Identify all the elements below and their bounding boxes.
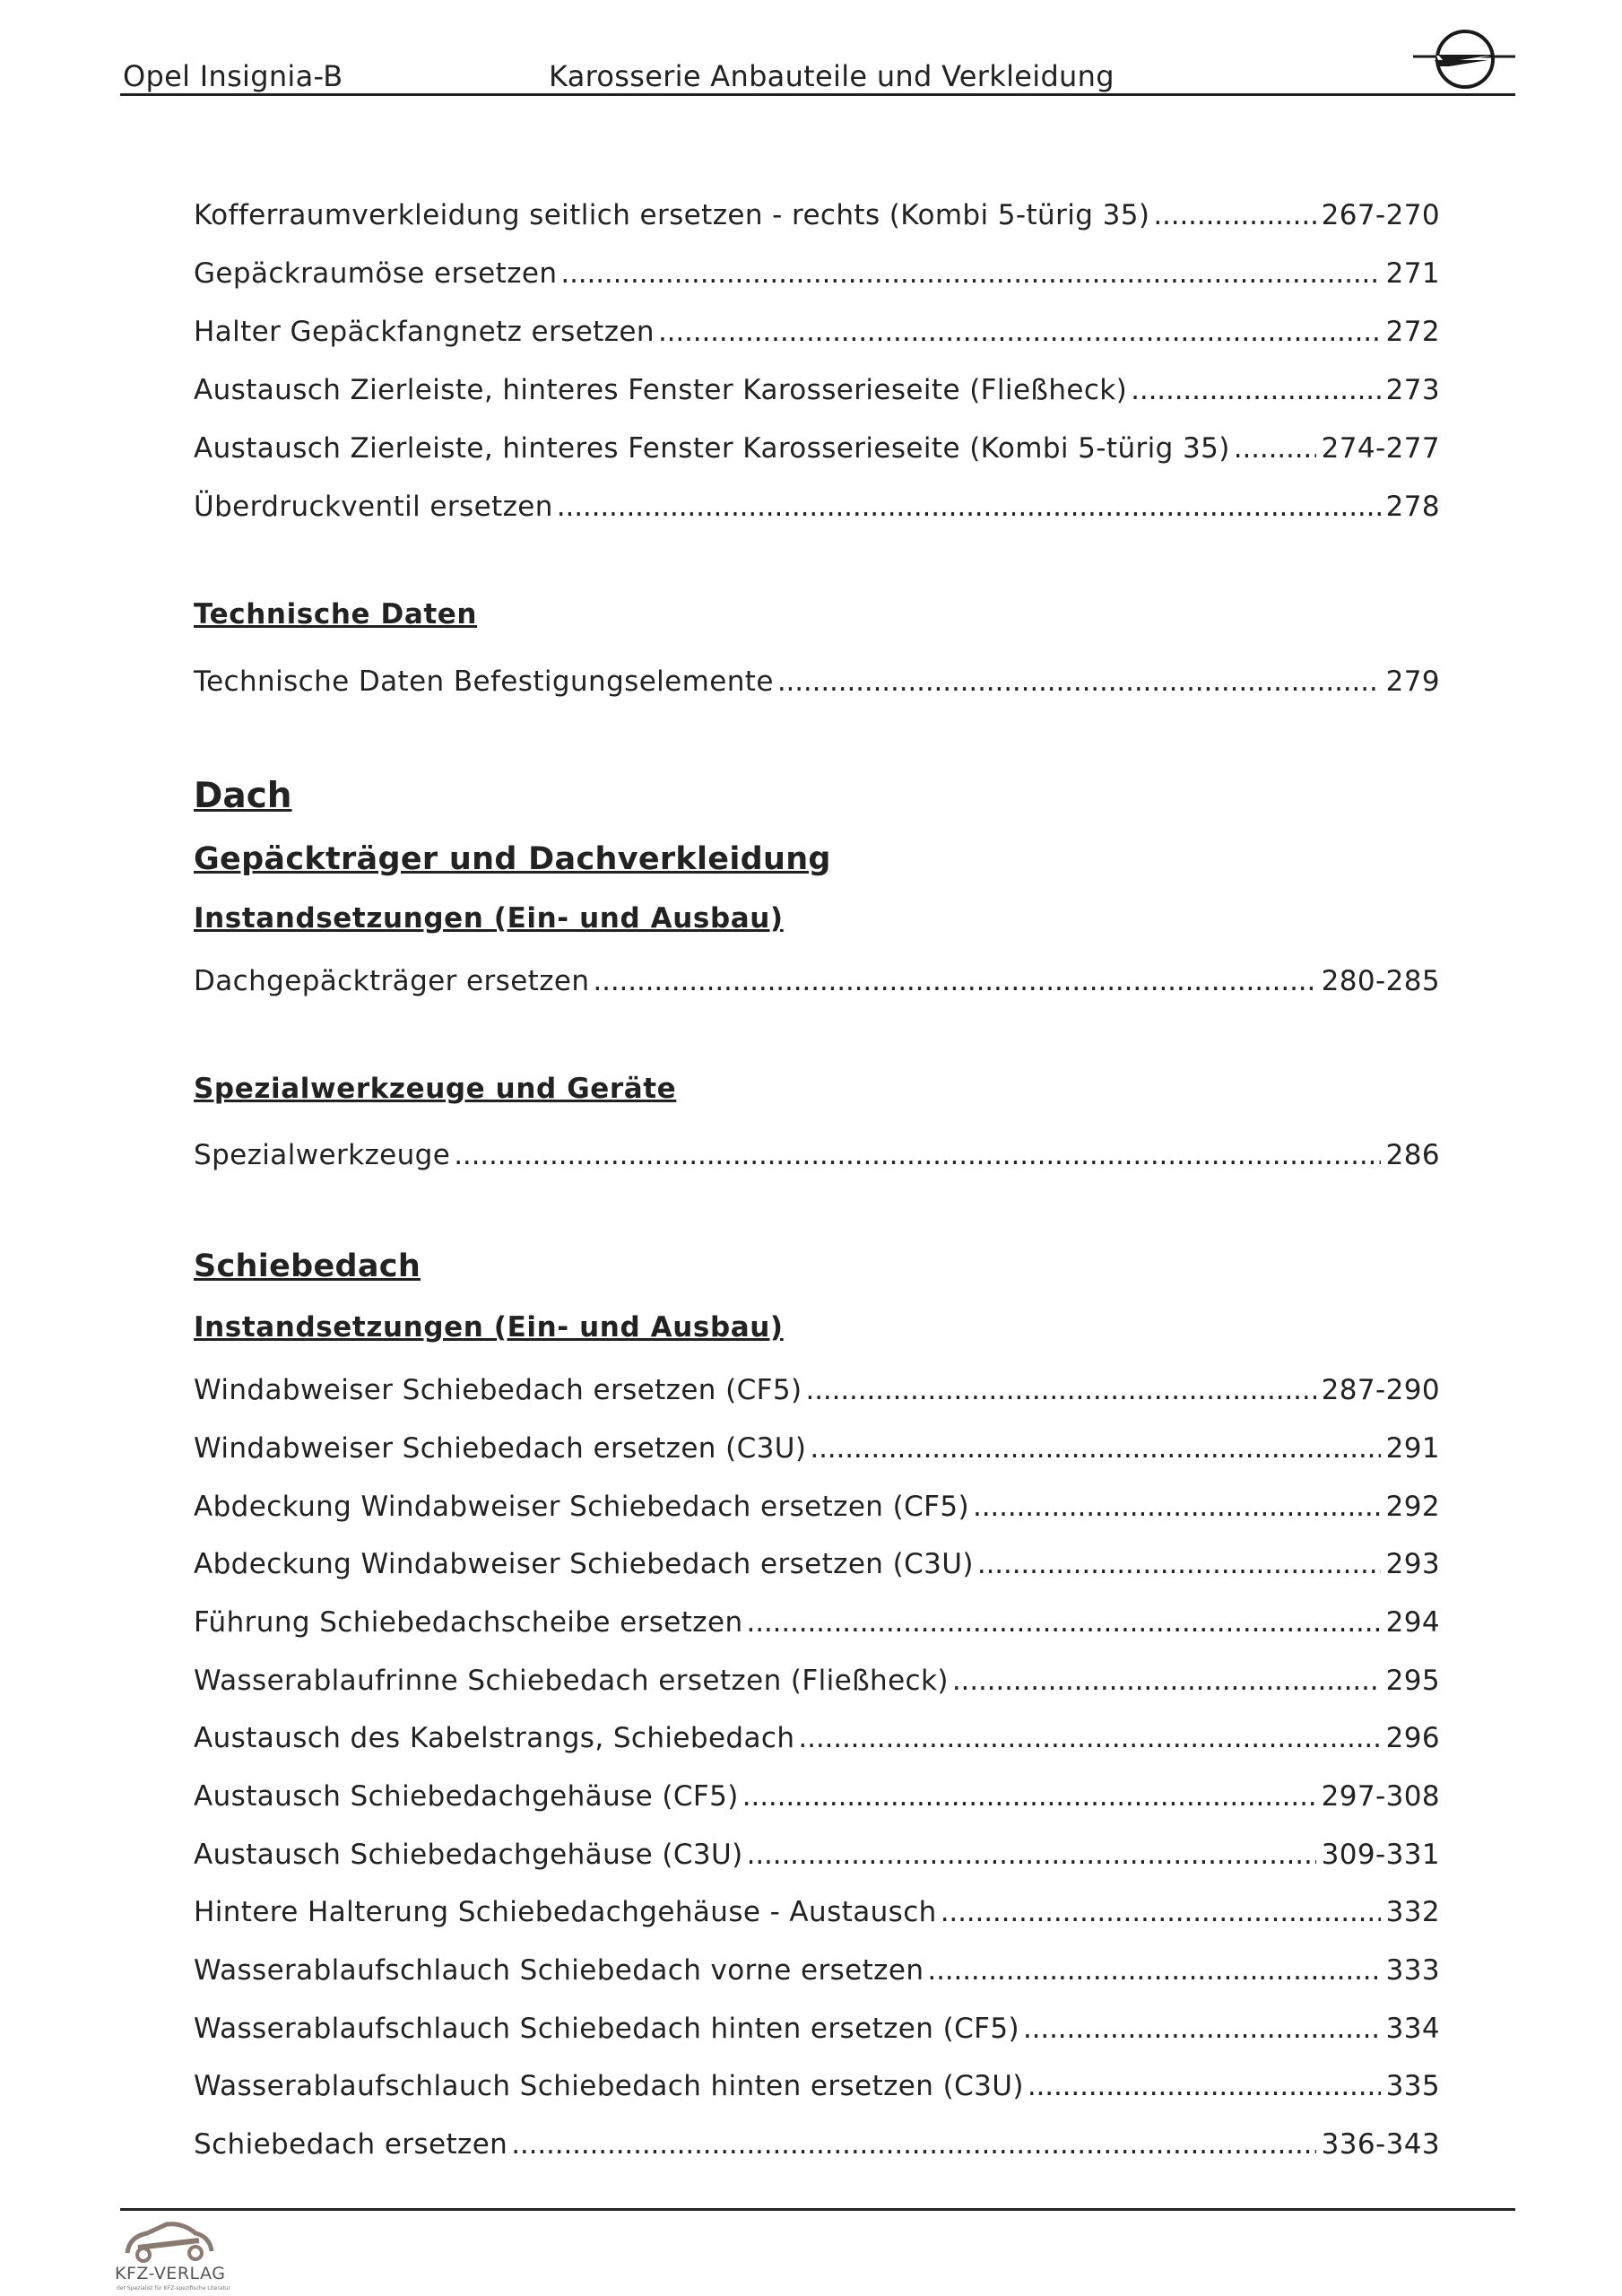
toc-entry-page: 279 [1385,665,1440,698]
toc-entry[interactable] [194,1429,1440,1468]
toc-entry-page: 278 [1385,491,1440,523]
toc-entry-page: 292 [1385,1491,1440,1523]
dot-leader [454,1135,1380,1175]
dot-leader [777,662,1381,701]
toc-entry-page: 297-308 [1321,1780,1440,1813]
dot-leader [810,1429,1380,1468]
dot-leader [952,1661,1381,1700]
toc-entry-page: 293 [1385,1548,1440,1580]
toc-entry-title: Austausch des Kabelstrangs, Schiebedach [194,1722,795,1754]
dot-leader [941,1892,1381,1932]
toc-entry-page: 334 [1385,2013,1440,2045]
toc-entry-title: Dachgepäckträger ersetzen [194,965,590,997]
dot-leader [658,312,1381,352]
page-header [120,56,1515,95]
toc-entry[interactable] [194,370,1440,410]
toc-entry-page: 309-331 [1321,1839,1440,1871]
toc-entry-title: Abdeckung Windabweiser Schiebedach ersetzen (CF5) [194,1491,970,1523]
toc-entry-title: Spezialwerkzeuge [194,1139,451,1171]
toc-entry[interactable] [194,2125,1440,2164]
section-heading-technische-daten: Technische Daten [194,598,478,631]
dot-leader [593,961,1315,1001]
dot-leader [742,1777,1316,1816]
footer-rule [120,2208,1515,2211]
dot-leader [977,1544,1381,1584]
dot-leader [747,1835,1316,1874]
toc-entry-page: 272 [1385,316,1440,348]
toc-entry[interactable] [194,662,1440,701]
toc-entry-page: 295 [1385,1665,1440,1697]
dot-leader [511,2125,1315,2164]
dot-leader [1234,429,1316,468]
toc-entry-title: Austausch Zierleiste, hinteres Fenster Karosserieseite (Kombi 5-türig 35) [194,432,1230,465]
toc-entry-title: Austausch Schiebedachgehäuse (C3U) [194,1839,743,1871]
dot-leader [927,1951,1380,1990]
toc-entry-title: Austausch Schiebedachgehäuse (CF5) [194,1780,739,1813]
toc-entry-title: Hintere Halterung Schiebedachgehäuse - Austausch [194,1896,937,1928]
toc-entry[interactable] [194,2009,1440,2048]
toc-entry-title: Gepäckraumöse ersetzen [194,257,558,290]
subsection-heading-instandsetzungen: Instandsetzungen (Ein- und Ausbau) [194,902,784,935]
toc-entry[interactable] [194,487,1440,526]
toc-entry[interactable] [194,1370,1440,1410]
toc-entry[interactable] [194,1487,1440,1526]
toc-entry[interactable] [194,1661,1440,1700]
publisher-logo [115,2217,231,2292]
toc-entry[interactable] [194,1777,1440,1816]
toc-entry-title: Windabweiser Schiebedach ersetzen (CF5) [194,1374,802,1406]
chapter-heading-dach: Dach [194,776,292,816]
toc-entry-page: 287-290 [1321,1374,1440,1406]
toc-entry-page: 267-270 [1321,199,1440,231]
toc-entry-title: Wasserablaufschlauch Schiebedach hinten ersetzen (C3U) [194,2070,1024,2102]
car-wrench-icon [120,2217,219,2266]
dot-leader [1023,2009,1381,2048]
toc-entry-page: 296 [1385,1722,1440,1754]
toc-entry[interactable] [194,254,1440,293]
toc-entry-page: 274-277 [1321,432,1440,465]
dot-leader [1131,370,1380,410]
toc-entry[interactable] [194,312,1440,352]
dot-leader [973,1487,1381,1526]
toc-entry-title: Windabweiser Schiebedach ersetzen (C3U) [194,1432,807,1465]
toc-entry-title: Wasserablaufschlauch Schiebedach vorne ersetzen [194,1954,924,1987]
toc-entry-title: Austausch Zierleiste, hinteres Fenster Karosserieseite (Fließheck) [194,374,1128,406]
toc-entry[interactable] [194,1135,1440,1175]
toc-entry[interactable] [194,961,1440,1001]
toc-entry-title: Kofferraumverkleidung seitlich ersetzen - rechts (Kombi 5-türig 35) [194,199,1150,231]
toc-entry-title: Technische Daten Befestigungselemente [194,665,774,698]
dot-leader [747,1603,1381,1642]
header-model: Opel Insignia-B [123,59,343,93]
toc-entry[interactable] [194,1835,1440,1874]
toc-entry-title: Halter Gepäckfangnetz ersetzen [194,316,655,348]
toc-entry-page: 333 [1385,1954,1440,1987]
opel-logo-icon [1413,25,1515,93]
toc-entry-page: 336-343 [1321,2128,1440,2161]
toc-entry[interactable] [194,1892,1440,1932]
toc-entry-page: 271 [1385,257,1440,290]
toc-entry[interactable] [194,2066,1440,2106]
toc-entry-page: 280-285 [1321,965,1440,997]
dot-leader [560,254,1380,293]
publisher-name: KFZ-VERLAG [115,2264,226,2283]
toc-entry[interactable] [194,429,1440,468]
toc-entry[interactable] [194,1718,1440,1758]
toc-entry-page: 286 [1385,1139,1440,1171]
toc-entry[interactable] [194,196,1440,235]
toc-entry-title: Schiebedach ersetzen [194,2128,508,2161]
toc-entry[interactable] [194,1951,1440,1990]
dot-leader [1153,196,1315,235]
toc-entry-title: Wasserablaufrinne Schiebedach ersetzen (Fließheck) [194,1665,949,1697]
dot-leader [806,1370,1316,1410]
section-heading-schiebedach: Schiebedach [194,1248,421,1284]
toc-entry-page: 294 [1385,1606,1440,1639]
toc-entry-page: 335 [1385,2070,1440,2102]
toc-entry-title: Führung Schiebedachscheibe ersetzen [194,1606,743,1639]
subsection-heading-spezialwerkzeuge: Spezialwerkzeuge und Geräte [194,1073,677,1105]
toc-entry-title: Abdeckung Windabweiser Schiebedach ersetzen (C3U) [194,1548,974,1580]
toc-entry-page: 332 [1385,1896,1440,1928]
toc-entry[interactable] [194,1603,1440,1642]
publisher-tagline: der Spezialist für KFZ-spezifische Literatur [117,2285,231,2292]
dot-leader [557,487,1381,526]
toc-entry-title: Überdruckventil ersetzen [194,491,553,523]
header-rule [120,93,1515,96]
toc-entry-title: Wasserablaufschlauch Schiebedach hinten ersetzen (CF5) [194,2013,1019,2045]
subsection-heading-instandsetzungen: Instandsetzungen (Ein- und Ausbau) [194,1311,784,1344]
toc-entry-page: 273 [1385,374,1440,406]
section-heading-gepaecktraeger: Gepäckträger und Dachverkleidung [194,841,831,877]
dot-leader [798,1718,1380,1758]
header-section-title: Karosserie Anbauteile und Verkleidung [549,59,1115,93]
dot-leader [1028,2066,1381,2106]
toc-entry[interactable] [194,1544,1440,1584]
toc-entry-page: 291 [1385,1432,1440,1465]
